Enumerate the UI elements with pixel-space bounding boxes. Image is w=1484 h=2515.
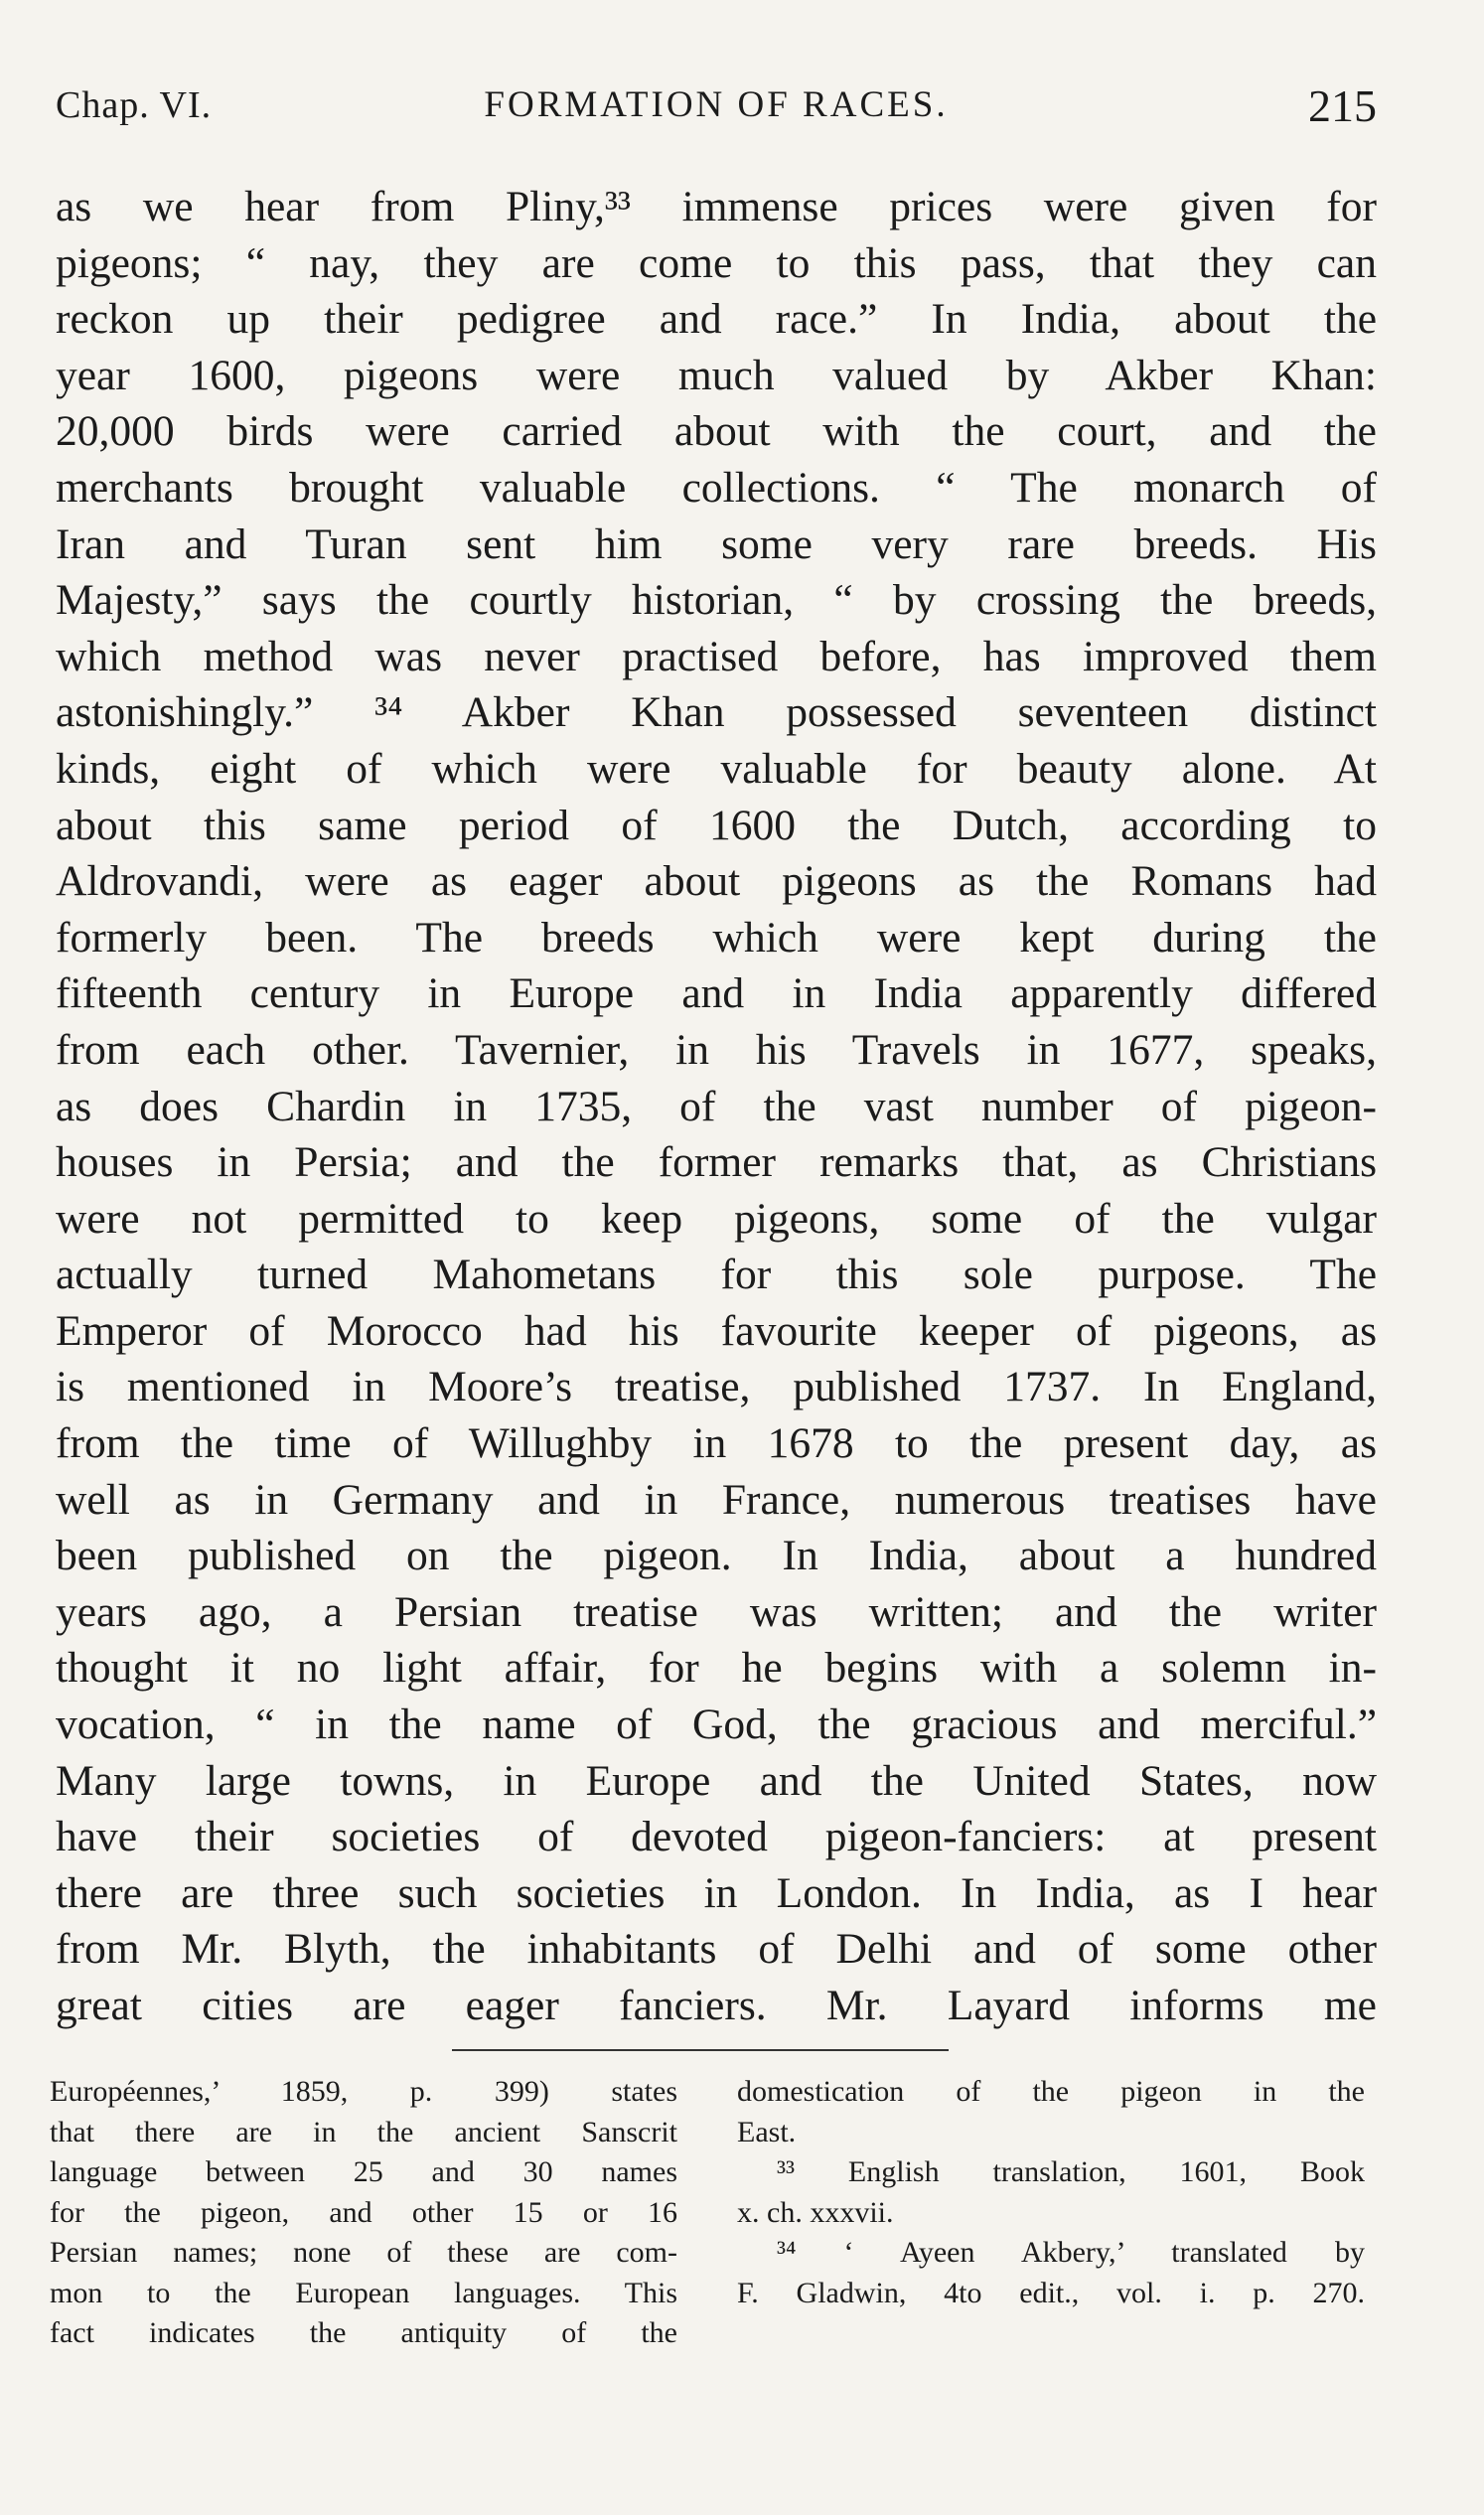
body-line: vocation, “ in the name of God, the gracious and merciful.” (56, 1701, 1377, 1749)
footnote-line: domestication of the pigeon in the (737, 2075, 1365, 2108)
body-line: Many large towns, in Europe and the United States, now (56, 1756, 1377, 1805)
footnote-line: Européennes,’ 1859, p. 399) states (50, 2075, 677, 2108)
body-line: from each other. Tavernier, in his Travels in 1677, speaks, (56, 1025, 1377, 1074)
page-number: 215 (1308, 80, 1377, 131)
body-line: as does Chardin in 1735, of the vast number of pigeon- (56, 1082, 1377, 1130)
body-line: astonishingly.” ³⁴ Akber Khan possessed seventeen distinct (56, 688, 1377, 737)
body-line: from the time of Willughby in 1678 to the present day, as (56, 1419, 1377, 1468)
body-line: Emperor of Morocco had his favourite keeper of pigeons, as (56, 1306, 1377, 1355)
chapter-label: Chap. VI. (56, 84, 213, 126)
body-paragraph (56, 179, 1377, 2034)
body-line: from Mr. Blyth, the inhabitants of Delhi and of some other (56, 1925, 1377, 1974)
body-line: as we hear from Pliny,³³ immense prices were given for (56, 183, 1377, 230)
body-line: thought it no light affair, for he begins with a solemn in- (56, 1644, 1377, 1693)
footnote-line: x. ch. xxxvii. (737, 2195, 894, 2229)
body-line: pigeons; “ nay, they are come to this pass, that they can (56, 238, 1377, 287)
body-line: years ago, a Persian treatise was written; and the writer (56, 1587, 1377, 1636)
body-line: kinds, eight of which were valuable for beauty alone. At (56, 744, 1377, 793)
running-title: FORMATION OF RACES. (484, 84, 949, 125)
body-line: have their societies of devoted pigeon-fanciers: at present (56, 1813, 1377, 1861)
footnote-line: East. (737, 2115, 797, 2148)
body-line: merchants brought valuable collections. “ The monarch of (56, 463, 1377, 512)
footnote-line: Persian names; none of these are com- (50, 2236, 677, 2269)
body-line: Majesty,” says the courtly historian, “ by crossing the breeds, (56, 576, 1377, 625)
footnote-line: F. Gladwin, 4to edit., vol. i. p. 270. (737, 2276, 1365, 2309)
body-line: great cities are eager fanciers. Mr. Layard informs me (56, 1982, 1377, 2029)
body-line: reckon up their pedigree and race.” In India, about the (56, 295, 1377, 344)
footnote-line: for the pigeon, and other 15 or 16 (50, 2195, 677, 2229)
body-line: is mentioned in Moore’s treatise, published 1737. In England, (56, 1363, 1377, 1411)
footnote-line: fact indicates the antiquity of the (50, 2316, 677, 2349)
body-line: 20,000 birds were carried about with the court, and the (56, 407, 1377, 456)
body-line: actually turned Mahometans for this sole purpose. The (56, 1251, 1377, 1299)
footnote-divider (452, 2049, 949, 2051)
body-line: there are three such societies in London. In India, as I hear (56, 1868, 1377, 1917)
body-line: houses in Persia; and the former remarks that, as Christians (56, 1138, 1377, 1187)
footnote-line: that there are in the ancient Sanscrit (50, 2115, 677, 2148)
footnote-line: language between 25 and 30 names (50, 2155, 677, 2188)
running-header (56, 80, 1377, 143)
body-line: Aldrovandi, were as eager about pigeons as the Romans had (56, 857, 1377, 906)
body-line: been published on the pigeon. In India, about a hundred (56, 1532, 1377, 1580)
footnote-33: ³³ English translation, 1601, Book (777, 2155, 1365, 2188)
body-line: were not permitted to keep pigeons, some of the vulgar (56, 1194, 1377, 1243)
body-line: fifteenth century in Europe and in India apparently differed (56, 969, 1377, 1018)
body-line: about this same period of 1600 the Dutch, according to (56, 801, 1377, 849)
body-line: which method was never practised before, has improved them (56, 632, 1377, 680)
footnotes-right-column (737, 2072, 1365, 2313)
body-line: year 1600, pigeons were much valued by Akber Khan: (56, 351, 1377, 399)
footnote-line: mon to the European languages. This (50, 2276, 677, 2309)
footnote-34: ³⁴ ‘ Ayeen Akbery,’ translated by (777, 2236, 1365, 2269)
body-line: Iran and Turan sent him some very rare breeds. His (56, 519, 1377, 568)
body-line: well as in Germany and in France, numerous treatises have (56, 1475, 1377, 1524)
footnotes-left-column (50, 2072, 677, 2354)
body-line: formerly been. The breeds which were kept during the (56, 913, 1377, 962)
